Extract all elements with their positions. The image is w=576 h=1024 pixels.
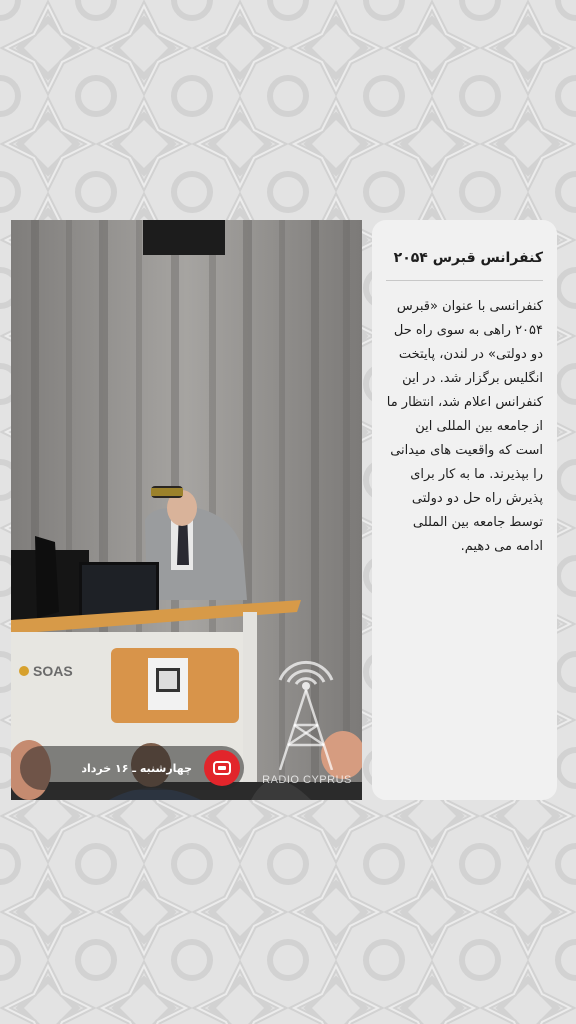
radio-tower-icon [250, 640, 362, 770]
soas-logo: SOAS [33, 663, 73, 679]
post-title: کنفرانس قبرس ۲۰۵۴ [393, 250, 543, 266]
post-date: چهارشنبه ـ ۱۶ خرداد [81, 761, 192, 775]
watermark-text: RADIO CYPRUS [262, 774, 352, 786]
title-divider [386, 280, 543, 281]
post-body: کنفرانسی با عنوان «قبرس ۲۰۵۴ راهی به سوی راه حل دو دولتی» در لندن، پایتخت انگلیس برگزار شد. در این کنفرانس اعلام شد، انتظار ما از جامعه بین المللی این است که واقعیت های میدانی را بپذیرند. ما به کار برای پذیرش راه حل دو دولتی توسط جامعه بین المللی ادامه می دهیم. [386, 299, 543, 554]
story-text-card [372, 220, 557, 800]
record-icon [204, 750, 240, 786]
date-badge [20, 746, 244, 790]
